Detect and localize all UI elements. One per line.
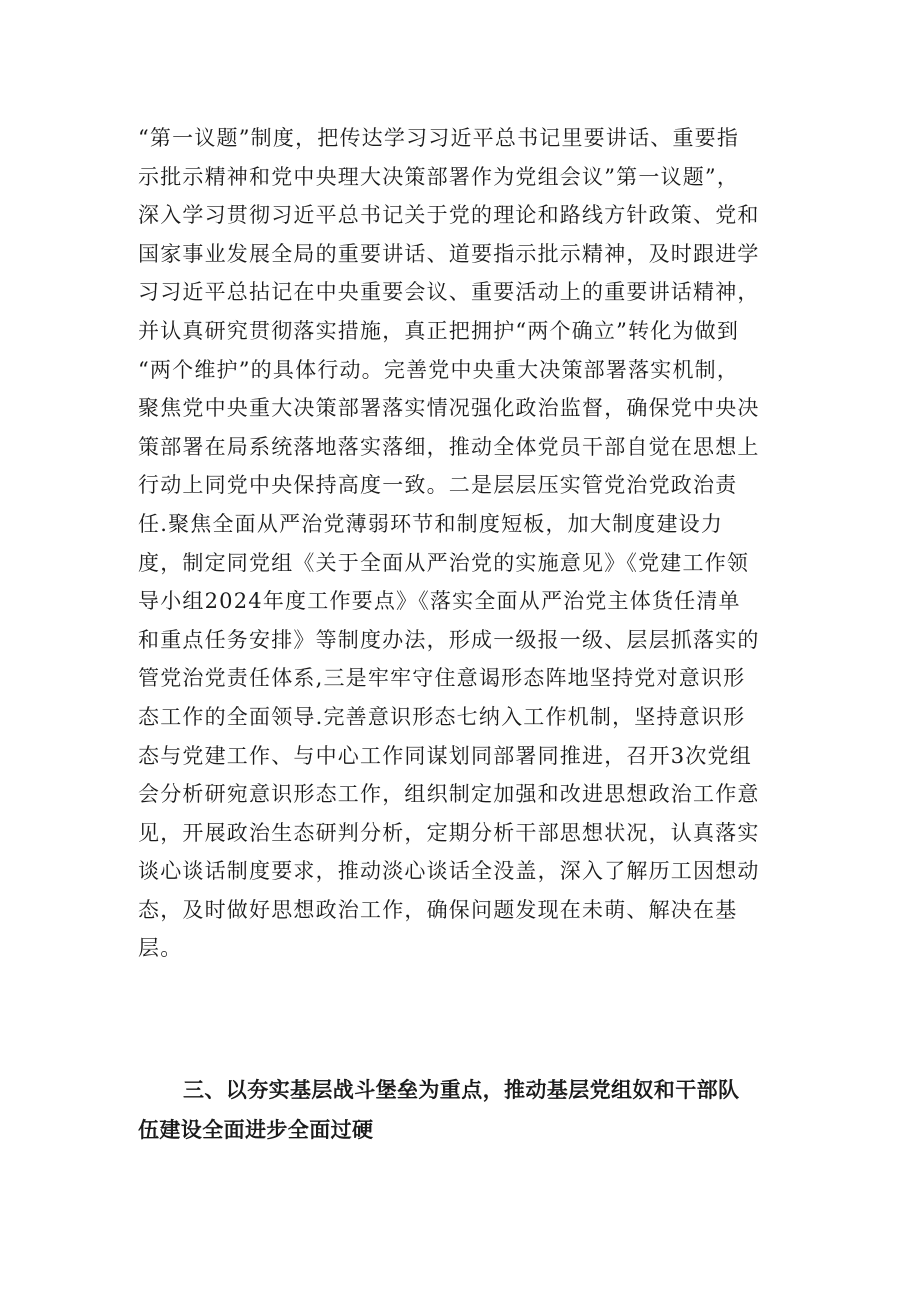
paragraph-line: 态与党建工作、与中心工作同谋划同部署同推进，召开3次党组 [138, 743, 752, 768]
paragraph-line: 管党治党责任体系,三是牢牢守住意谒形态阵地坚持党对意识形 [138, 666, 746, 691]
paragraph-line: “两个维护”的具体行动。完善党中央重大决策部署落实机制， [138, 357, 740, 382]
paragraph-line: “第一议题”制度，把传达学习习近平总书记里要讲话、重要指 [138, 126, 740, 150]
paragraph-line: 任.聚焦全面从严治党薄弱环节和制度短板，加大制度建设力 [138, 511, 724, 536]
paragraph-line: 态，及时做好思想政治工作，确保问题发现在未萌、解决在基 [138, 897, 738, 922]
paragraph-line: 会分析研宛意识形态工作，组织制定加强和改进思想政治工作意 [138, 782, 760, 807]
body-paragraph [138, 119, 798, 968]
paragraph-line: 度，制定同党组《关于全面从严治党的实施意见》《党建工作领 [138, 550, 750, 575]
paragraph-line: 和重点任务安排》等制度办法，形成一级报一级、层层抓落实的 [138, 627, 760, 652]
heading-line: 三、以夯实基层战斗堡垒为重点，推动基层党组奴和干部队 [183, 1078, 740, 1102]
paragraph-line: 习习近平总拈记在中央重要会议、重要活动上的重要讲话精神， [138, 280, 760, 305]
paragraph-line: 深入学习贯彻习近平总书记关于党的理论和路线方针政策、党和 [138, 203, 760, 228]
paragraph-line: 见，开展政治生态研判分析，定期分析干部思想状况，认真落实 [138, 820, 760, 845]
paragraph-line: 策部署在局系统落地落实落细，推动全体党员干部自觉在思想上 [138, 434, 760, 459]
paragraph-line: 行动上同党中央保持高度一致。二是层层压实管党治党政治责 [138, 473, 738, 498]
paragraph-line: 国家事业发展全局的重要讲话、道要指示批示精神，及时跟进学 [138, 241, 760, 266]
paragraph-line: 并认真研究贯彻落实措施，真正把拥护“两个确立”转化为做到 [138, 318, 740, 343]
section-heading [138, 1070, 798, 1150]
paragraph-line: 谈心谈话制度要求，推动淡心谈话全没盖，深入了解历工因想动 [138, 859, 760, 884]
paragraph-line: 聚焦党中央重大决策部署落实情况强化政治监督，确保党中央决 [138, 396, 760, 421]
paragraph-line: 层。 [138, 936, 183, 961]
paragraph-line: 示批示精神和党中央理大决策部署作为党组会议”第一议题”， [138, 164, 740, 189]
heading-line: 伍建设全面进步全面过硬 [138, 1118, 374, 1142]
paragraph-line: 态工作的全面领导.完善意识形态七纳入工作机制，坚持意识形 [138, 704, 746, 729]
paragraph-line: 导小组2024年度工作要点》《落实全面从严治党主体货任清单 [138, 589, 741, 614]
